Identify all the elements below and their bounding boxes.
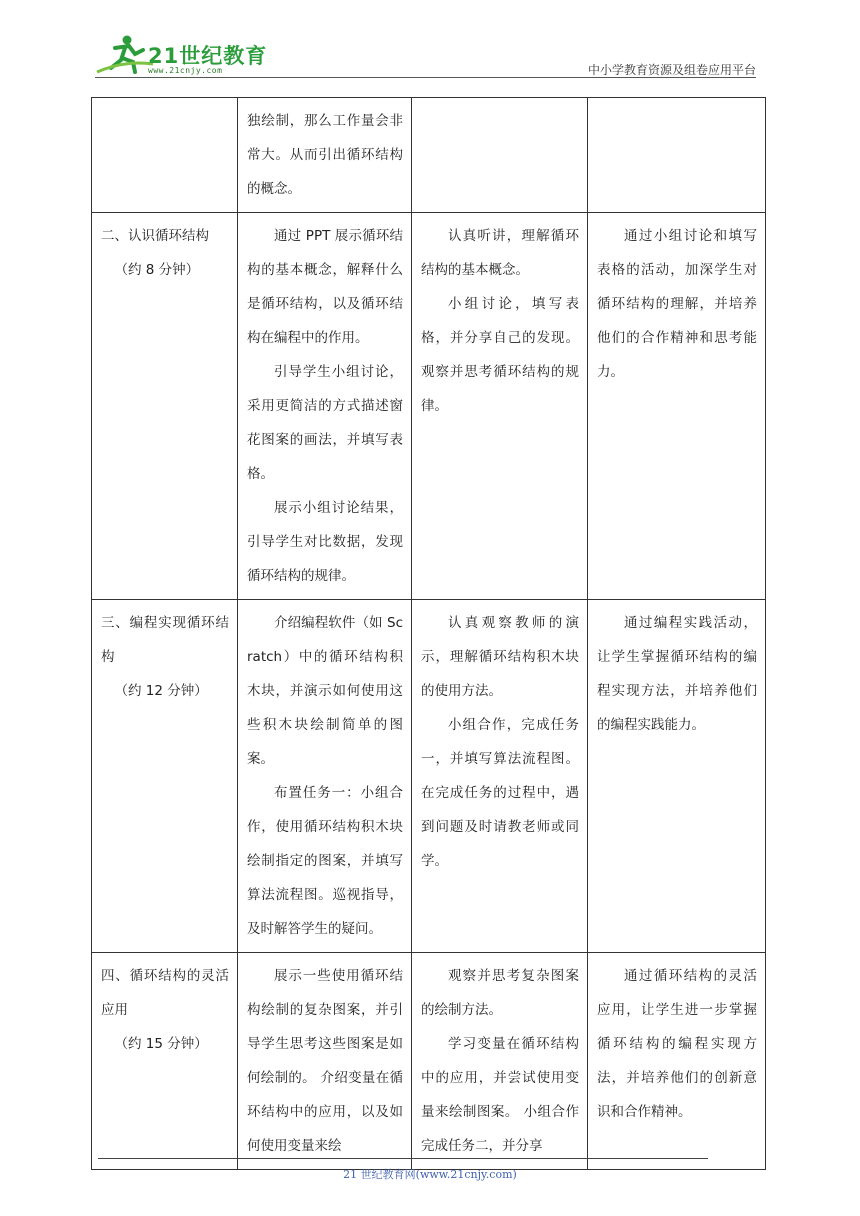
table-row [92,213,766,600]
stage-title: 三、编程实现循环结构 [101,615,229,665]
teacher-activity-cell [238,213,412,600]
stage-cell [92,98,238,213]
table-row [92,953,766,1170]
student-text: 学习变量在循环结构中的应用，并尝试使用变量来绘制图案。 小组合作完成任务二，并分享 [421,1036,579,1154]
design-intent-cell [588,600,766,953]
student-text: 认真观察教师的演示，理解循环结构积木块的使用方法。 [421,615,579,699]
student-activity-cell [412,600,588,953]
teacher-text: 介绍编程软件（如 Scratch）中的循环结构积木块，并演示如何使用这些积木块绘制简单的图案。 [247,615,403,767]
student-activity-cell [412,213,588,600]
table-row [92,600,766,953]
student-activity-cell [412,953,588,1170]
teacher-text: 布置任务一：小组合作，使用循环结构积木块绘制指定的图案，并填写算法流程图。巡视指导，及时解答学生的疑问。 [247,785,403,937]
design-intent-cell [588,213,766,600]
page-header [0,0,860,80]
stage-time: （约 12 分钟） [114,683,208,699]
table-row [92,98,766,213]
teacher-activity-cell [238,953,412,1170]
lesson-plan-table [91,97,766,1170]
intent-text: 通过循环结构的灵活应用，让学生进一步掌握循环结构的编程实现方法，并培养他们的创新意识和合作精神。 [597,968,757,1120]
stage-cell [92,600,238,953]
footer-divider [98,1158,708,1159]
platform-name: 中小学教育资源及组卷应用平台 [587,63,756,77]
stage-cell [92,213,238,600]
stage-time: （约 8 分钟） [114,262,200,278]
student-text: 小组合作，完成任务一，并填写算法流程图。在完成任务的过程中，遇到问题及时请教老师或同学。 [421,717,579,869]
header-divider [95,77,756,78]
footer-text[interactable]: 21 世纪教育网(www.21cnjy.com) [343,1168,517,1181]
logo-text: 21世纪教育 [148,44,268,68]
design-intent-cell [588,98,766,213]
stage-cell [92,953,238,1170]
teacher-activity-cell [238,600,412,953]
teacher-text: 引导学生小组讨论，采用更简洁的方式描述窗花图案的画法，并填写表格。 [247,364,403,482]
stage-title: 二、认识循环结构 [101,228,209,244]
stage-title: 四、循环结构的灵活应用 [101,968,229,1018]
teacher-text: 通过 PPT 展示循环结构的基本概念，解释什么是循环结构，以及循环结构在编程中的作用。 [247,228,403,346]
student-text: 小组讨论，填写表格，并分享自己的发现。观察并思考循环结构的规律。 [421,296,579,414]
teacher-text: 展示一些使用循环结构绘制的复杂图案，并引导学生思考这些图案是如何绘制的。 介绍变量在循环结构中的应用，以及如何使用变量来绘 [247,968,403,1154]
student-text: 认真听讲，理解循环结构的基本概念。 [421,228,579,278]
student-activity-cell [412,98,588,213]
teacher-text: 展示小组讨论结果，引导学生对比数据，发现循环结构的规律。 [247,500,403,584]
stage-time: （约 15 分钟） [114,1036,208,1052]
logo-url: www.21cnjy.com [148,66,223,75]
intent-text: 通过小组讨论和填写表格的活动，加深学生对循环结构的理解，并培养他们的合作精神和思考能力。 [597,228,757,380]
student-text: 观察并思考复杂图案的绘制方法。 [421,968,579,1018]
teacher-activity-cell [238,98,412,213]
intent-text: 通过编程实践活动，让学生掌握循环结构的编程实现方法，并培养他们的编程实践能力。 [597,615,757,733]
teacher-text: 独绘制，那么工作量会非常大。从而引出循环结构的概念。 [247,113,403,197]
design-intent-cell [588,953,766,1170]
